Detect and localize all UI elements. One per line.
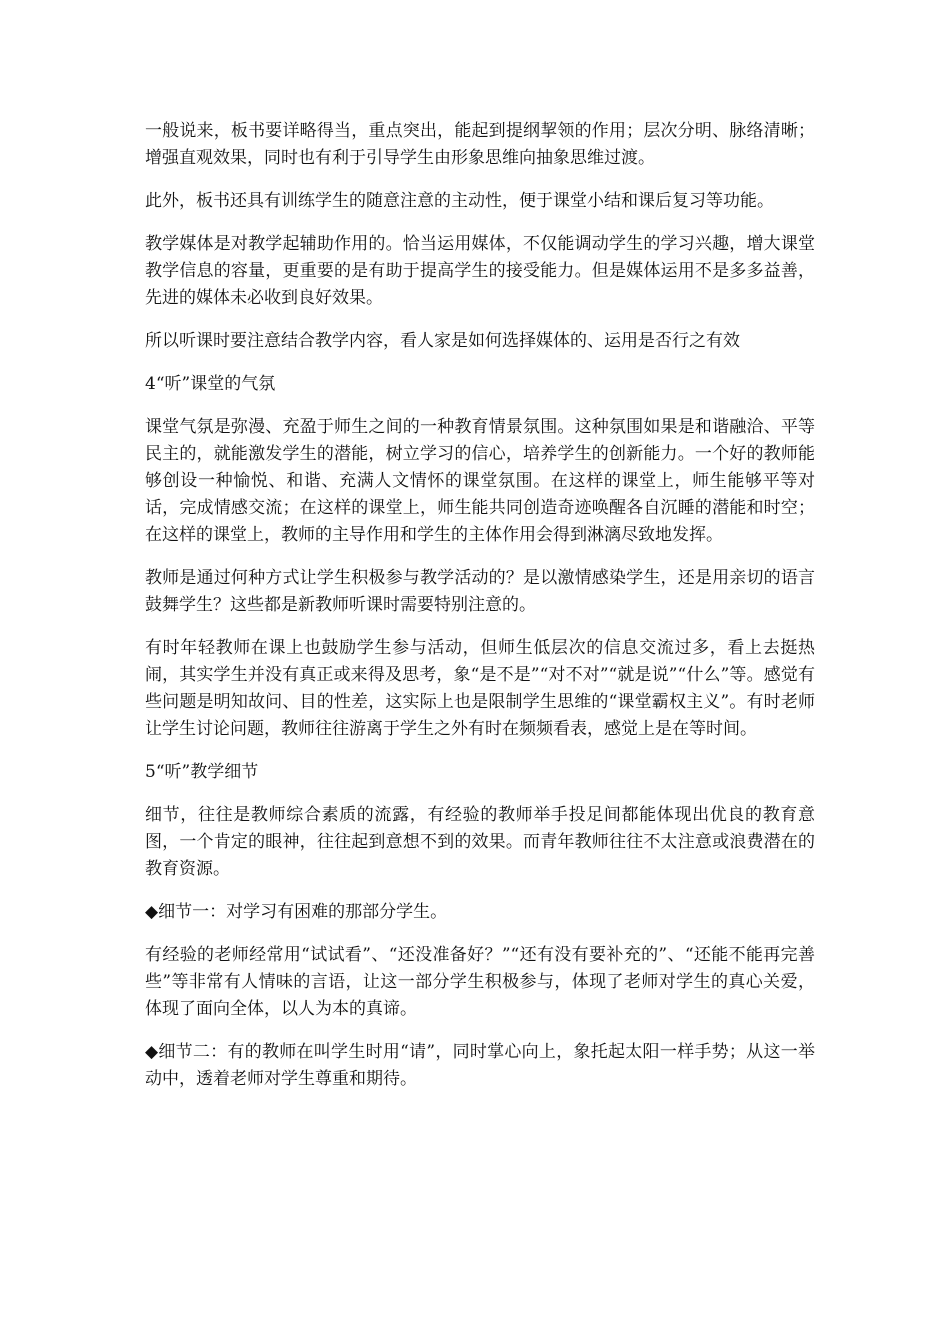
paragraph-teaching-media: 教学媒体是对教学起辅助作用的。恰当运用媒体，不仅能调动学生的学习兴趣，增大课堂教学信息的容量，更重要的是有助于提高学生的接受能力。但是媒体运用不是多多益善，先进的媒体未必收到良好效果。 (145, 234, 815, 308)
section-heading-4: 4“听”课堂的气氛 (145, 374, 276, 394)
paragraph-classroom-atmosphere: 课堂气氛是弥漫、充盈于师生之间的一种教育情景氛围。这种氛围如果是和谐融洽、平等民主的，就能激发学生的潜能，树立学习的信心，培养学生的创新能力。一个好的教师能够创设一种愉悦、和谐、充满人文情怀的课堂氛围。在这样的课堂上，师生能够平等对话，完成情感交流；在这样的课堂上，师生能共同创造奇迹唤醒各自沉睡的潜能和时空；在这样的课堂上，教师的主导作用和学生的主体作用会得到淋漓尽致地发挥。 (145, 417, 815, 545)
paragraph-detail-two: ◆细节二：有的教师在叫学生时用“请”，同时掌心向上，象托起太阳一样手势；从这一举动中，透着老师对学生尊重和期待。 (145, 1042, 815, 1089)
document-page (145, 118, 815, 1109)
detail-one-heading: ◆细节一：对学习有困难的那部分学生。 (145, 902, 448, 922)
paragraph-media-listening: 所以听课时要注意结合教学内容，看人家是如何选择媒体的、运用是否行之有效 (145, 331, 740, 351)
paragraph-blackboard-writing: 一般说来，板书要详略得当，重点突出，能起到提纲挈领的作用；层次分明、脉络清晰；增强直观效果，同时也有利于引导学生由形象思维向抽象思维过渡。 (145, 121, 815, 168)
paragraph-teaching-details: 细节，往往是教师综合素质的流露，有经验的教师举手投足间都能体现出优良的教育意图，一个肯定的眼神，往往起到意想不到的效果。而青年教师往往不太注意或浪费潜在的教育资源。 (145, 805, 815, 879)
paragraph-detail-one: 有经验的老师经常用“试试看”、“还没准备好？”“还有没有要补充的”、“还能不能再完善些”等非常有人情味的言语，让这一部分学生积极参与，体现了老师对学生的真心关爱，体现了面向全体，以人为本的真谛。 (145, 945, 815, 1019)
section-heading-5: 5“听”教学细节 (145, 762, 259, 782)
paragraph-student-participation: 教师是通过何种方式让学生积极参与教学活动的？是以激情感染学生，还是用亲切的语言鼓舞学生？这些都是新教师听课时需要特别注意的。 (145, 568, 815, 615)
paragraph-young-teachers: 有时年轻教师在课上也鼓励学生参与活动，但师生低层次的信息交流过多，看上去挺热闹，其实学生并没有真正或来得及思考，象“是不是”“对不对”“就是说”“什么”等。感觉有些问题是明知故问、目的性差，这实际上也是限制学生思维的“课堂霸权主义”。有时老师让学生讨论问题，教师往往游离于学生之外有时在频频看表，感觉上是在等时间。 (145, 638, 815, 739)
paragraph-blackboard-functions: 此外，板书还具有训练学生的随意注意的主动性，便于课堂小结和课后复习等功能。 (145, 191, 774, 211)
